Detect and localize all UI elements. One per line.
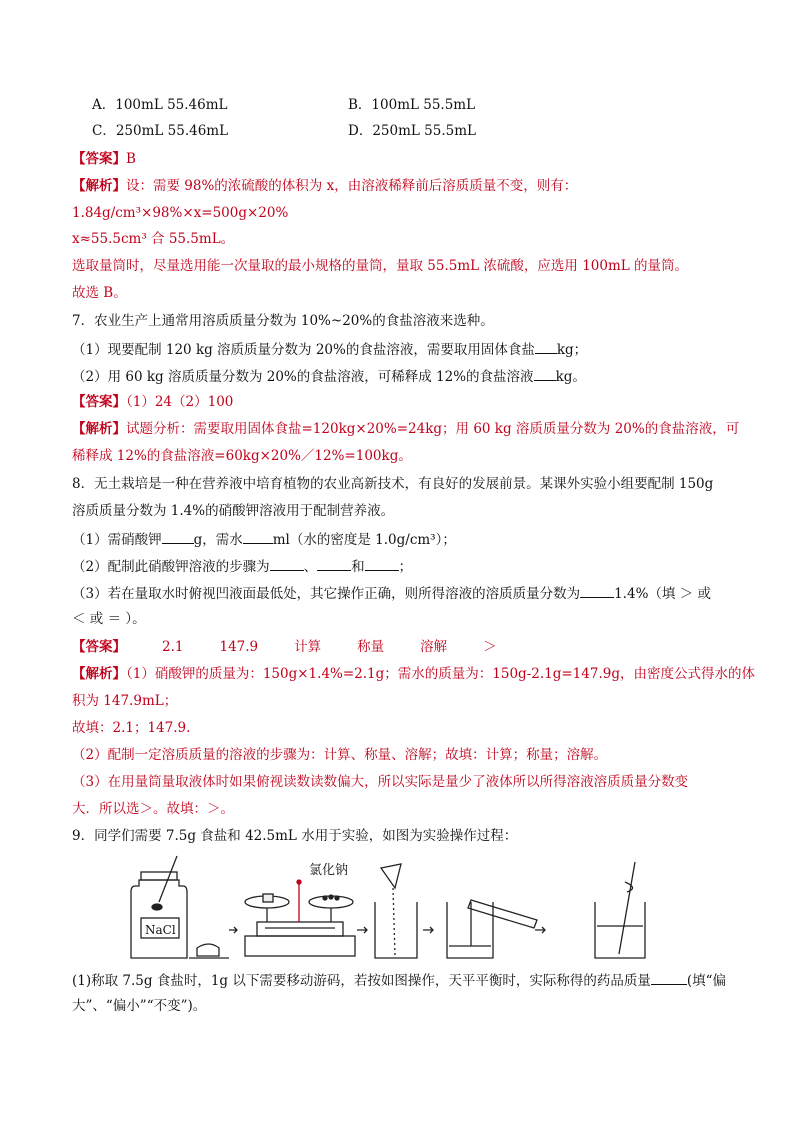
q8-analysis-4: （2）配制一定溶质质量的溶液的步骤为：计算、称量、溶解；故填：计算；称量；溶解。 [72,747,608,763]
option-a: A．100mL 55.46mL [92,97,228,113]
answer-blank[interactable] [580,583,614,598]
q6-analysis-1 [72,177,577,195]
option-d: D．250mL 55.5mL [348,123,476,139]
q9-sub1-text: (1)称取 7.5g 食盐时，1g 以下需要移动游码，若按如图操作，天平平衡时，实际称得的药品质量 [72,973,651,989]
beaker-icon [447,900,537,958]
experiment-figure [125,852,665,968]
scale-label: 氯化钠 [309,863,349,878]
answer-tag: 【答案】 [72,639,126,655]
reagent-bottle-icon [131,856,187,958]
q7-sub1-unit: kg； [556,342,588,358]
q8-analysis-3: 故填：2.1；147.9. [72,720,191,736]
balance-icon [245,880,355,956]
q8-sub1-text: （1）需硝酸钾 [72,532,162,548]
answer-blank[interactable] [534,366,556,381]
q6-analysis-2: 1.84g/cm³×98%×x=500g×20% [72,205,289,221]
q8-sub2-text: 、 [303,559,318,575]
q6-analysis-3: x≈55.5cm³ 合 55.5mL。 [72,231,235,247]
analysis-tag: 【解析】 [72,178,126,194]
q8-sub2 [72,556,412,576]
option-c: C．250mL 55.46mL [92,123,229,139]
answer-value: 计算 [294,639,322,655]
q7-stem: 7．农业生产上通常用溶质质量分数为 10%~20%的食盐溶液来选种。 [72,313,494,329]
beaker-icon [375,864,417,958]
answer-blank[interactable] [535,339,557,354]
answer-blank[interactable] [317,556,351,571]
q8-sub1-text: g，需水 [193,532,243,548]
answer-blank[interactable] [162,529,194,544]
q8-analysis-5: （3）在用量筒量取液体时如果俯视读数读数偏大，所以实际是量少了液体所以所得溶液溶质质量分数变 [72,774,689,790]
answer-blank[interactable] [243,529,273,544]
q8-analysis-2: 积为 147.9mL； [72,693,178,709]
answer-value: 147.9 [219,639,259,655]
q7-sub1 [72,339,587,359]
bottle-label: NaCl [145,923,176,937]
q7-analysis-2: 稀释成 12%的食盐溶液=60kg×20%／12%=100kg。 [72,448,412,464]
q8-sub1-text: ml（水的密度是 1.0g/cm³）； [272,532,456,548]
answer-blank[interactable] [651,970,687,985]
q8-sub3-text: 1.4%（填 ＞ 或 [614,586,711,602]
q7-sub2-text: （2）用 60 kg 溶质质量分数为 20%的食盐溶液，可稀释成 12%的食盐溶液 [72,369,534,385]
answer-blank[interactable] [270,556,304,571]
q6-analysis-4: 选取量筒时，尽量选用能一次量取的最小规格的量筒，量取 55.5mL 浓硫酸，应选用 100mL 的量筒。 [72,258,689,274]
option-b: B．100mL 55.5mL [348,97,476,113]
q6-answer [72,150,136,168]
answer-value: 称量 [357,639,385,655]
q9-sub1-text: (填“偏 [686,973,727,989]
q8-sub2-text: 和 [351,559,365,575]
q7-sub2 [72,366,586,386]
q8-analysis-6: 大．所以选＞。故填：＞。 [72,801,234,817]
answer-value: 溶解 [420,639,448,655]
answer-blank[interactable] [365,556,399,571]
answer-value: （1）24（2）100 [126,394,234,410]
answer-value: 2.1 [162,639,184,655]
q8-sub3-text: （3）若在量取水时俯视凹液面最低处，其它操作正确，则所得溶液的溶质质量分数为 [72,586,581,602]
q7-sub1-text: （1）现要配制 120 kg 溶质质量分数为 20%的食盐溶液，需要取用固体食盐 [72,342,535,358]
analysis-text: 试题分析：需要取用固体食盐=120kg×20%=24kg；用 60 kg 溶质质量分数为 20%的食盐溶液，可 [126,421,740,437]
answer-tag: 【答案】 [72,151,126,167]
q8-stem-1: 8．无土栽培是一种在营养液中培育植物的农业高新技术，有良好的发展前景。某课外实验小组要配制 150g [72,476,714,492]
q7-answer [72,393,233,411]
analysis-text: 设：需要 98%的浓硫酸的体积为 x，由溶液稀释前后溶质质量不变，则有： [126,178,578,194]
beaker-icon [595,862,645,958]
q8-sub2-text: ； [398,559,413,575]
analysis-text: （1）硝酸钾的质量为：150g×1.4%=2.1g；需水的质量为：150g-2.1g=147.9g，由密度公式得水的体 [126,666,755,682]
q6-analysis-5: 故选 B。 [72,285,127,301]
stopper-icon [197,944,219,956]
analysis-tag: 【解析】 [72,421,126,437]
q9-sub1-cont: 大”、“偏小”“不变”)。 [72,998,207,1014]
answer-tag: 【答案】 [72,394,126,410]
q7-sub2-unit: kg。 [555,369,586,385]
q8-stem-2: 溶质质量分数为 1.4%的硝酸钾溶液用于配制营养液。 [72,503,395,519]
q9-sub1 [72,970,726,990]
q8-analysis-1 [72,665,755,683]
q7-analysis-1 [72,420,739,438]
q8-sub2-text: （2）配制此硝酸钾溶液的步骤为 [72,559,270,575]
q8-sub1 [72,529,456,549]
q8-sub3 [72,583,711,603]
q8-answer [72,638,497,656]
analysis-tag: 【解析】 [72,666,126,682]
answer-value: B [126,151,136,167]
answer-value: ＞ [483,639,497,655]
q9-stem: 9．同学们需要 7.5g 食盐和 42.5mL 水用于实验，如图为实验操作过程： [72,828,518,844]
q8-sub3-cont: ＜ 或 ＝ ）。 [72,611,146,627]
